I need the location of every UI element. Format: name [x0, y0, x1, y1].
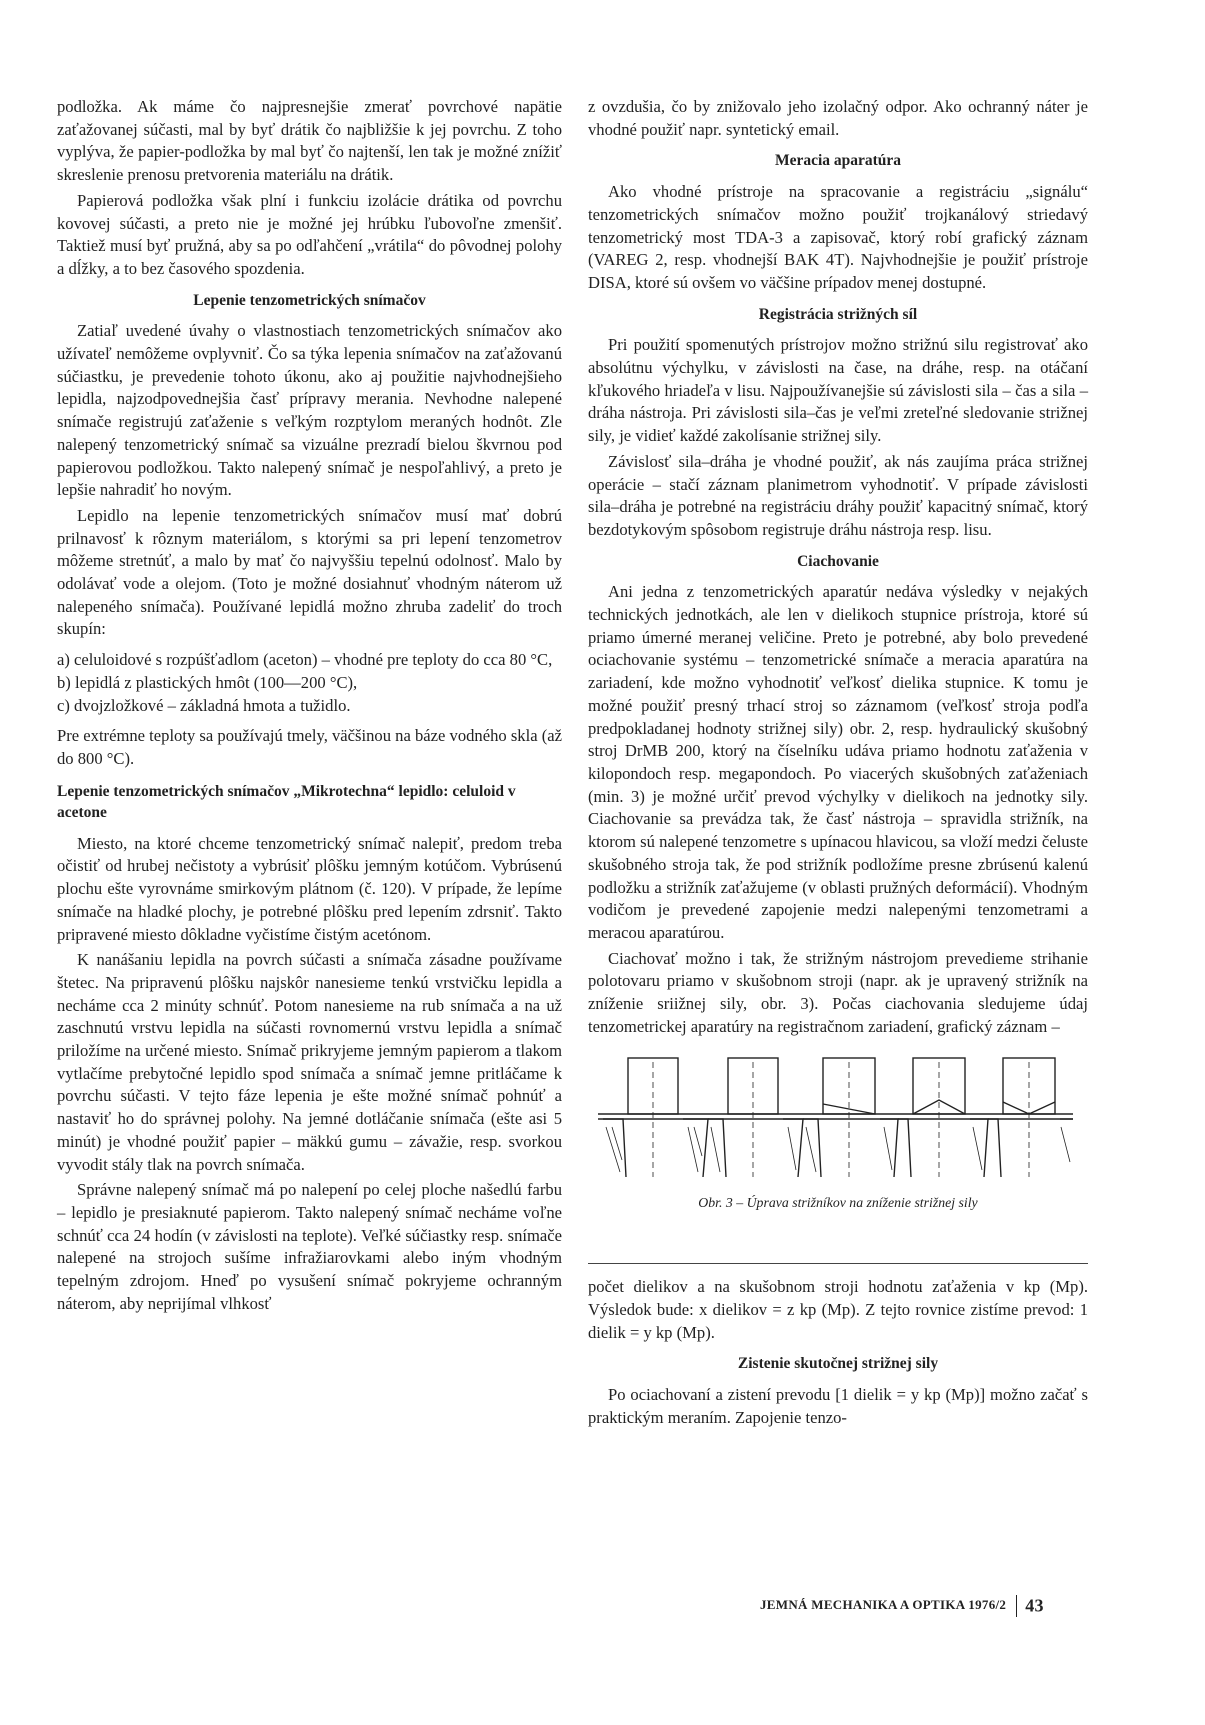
paragraph: Pre extrémne teploty sa používajú tmely, väčšinou na báze vodného skla (až do 800 °C). [57, 726, 562, 768]
paragraph: K nanášaniu lepidla na povrch súčasti a snímača zásadne používame štetec. Na pripravenú plôšku najskôr nanesieme tenkú vrstvičku lepidla a necháme cca 2 minúty schnúť. Potom nanesieme na rub snímača a na už zaschnutú vrstvu lepidla na súčasti rovnomernú vrstvu lepidla a snímač priložíme na určené miesto. Snímač prikryjeme jemným papierom a tlakom vytlačíme prebytočné lepidlo spod snímača a snímač jemne pritláčame k povrchu súčasti. V tejto fáze lepenia je ešte možné snímač pohnúť a nastaviť ho do správnej polohy. Na jemné dotláčanie snímača (ešte asi 5 minút) je vhodné použiť papier – mäkkú gumu – závažie, resp. svorkou vyvodit stály tlak na povrch snímača. [57, 950, 562, 1174]
paragraph: Správne nalepený snímač má po nalepení po celej ploche našedlú farbu – lepidlo je presiaknuté papierom. Takto nalepený snímač necháme voľne schnúť cca 24 hodín (v závislosti na teplote). Veľké súčiastky resp. snímače nalepené na strojoch sušíme infražiarovkami alebo iným vhodným tepelným zdrojom. Hneď po vysušení snímač pokryjeme ochranným náterom, aby neprijímal vlhkosť [57, 1180, 562, 1313]
list-item: a) celuloidové s rozpúšťadlom (aceton) – vhodné pre teploty do cca 80 °C, [57, 650, 553, 670]
paragraph: podložka. Ak máme čo najpresnejšie zmerať povrchové napätie zaťažovanej súčasti, mal by byť drátik čo najbližšie k jej povrchu. Z toho vyplýva, že papier-podložka by mal byť čo najtenší, len tak je možné znížiť skreslenie prenosu pretvorenia materiálu na drátik. [57, 97, 562, 185]
section-heading: Meracia aparatúra [774, 152, 902, 170]
punch-drawing [598, 1052, 1073, 1182]
paragraph: Pri použití spomenutých prístrojov možno strižnú silu registrovať ako absolútnu výchylku, v závislosti na čase, na dráhe, resp. na otáčaní kľukového hriadeľa v lisu. Najpoužívanejšie sú závislosti sila – čas a sila – dráha nástroja. Pri závislosti sila–čas je veľmi zreteľné sledovanie strižnej sily, je vidieť každé zakolísanie strižnej sily. [588, 335, 1088, 446]
paragraph: Ciachovať možno i tak, že strižným nástrojom prevedieme strihanie polotovaru priamo v skušobnom stroji (napr. ak je upravený strižník na zníženie sriižnej sily, obr. 3). Počas ciachovania sledujeme údaj tenzometrickej aparatúry na registračnom zariadení, grafický záznam – [588, 948, 1088, 1036]
list-item: b) lepidlá z plastických hmôt (100—200 °C), [57, 672, 358, 692]
footer-separator [1016, 1595, 1017, 1617]
section-heading: Lepenie tenzometrických snímačov [193, 291, 426, 309]
figure-punch-modifications [588, 1052, 1088, 1182]
paragraph: počet dielikov a na skušobnom stroji hodnotu zaťaženia v kp (Mp). Výsledok bude: x dielikov = z kp (Mp). Z tejto rovnice zistíme prevod: 1 dielik = y kp (Mp). [588, 1277, 1088, 1342]
paragraph: Papierová podložka však plní i funkciu izolácie drátika od povrchu kovovej súčasti, a preto nie je možné jej hrúbku ľubovoľne zmenšiť. Taktiež musí byť pružná, aby sa po odľahčení „vrátila“ do pôvodnej polohy a dĺžky, a to bez časového spozdenia. [57, 190, 562, 278]
section-heading: Zistenie skutočnej strižnej sily [737, 1355, 939, 1373]
page-number: 43 [1025, 1595, 1044, 1616]
right-column [588, 96, 1088, 1432]
page-footer [760, 1595, 1120, 1617]
paragraph: Miesto, na ktoré chceme tenzometrický snímač nalepiť, predom treba očistiť od hrubej nečistoty a vybrúsiť plôšku jemným kotúčom. Vybrúsenú plochu ešte vyrovnáme smirkovým plátnom (č. 120). V prípade, že lepíme snímače na hladké plochy, je potrebné plôšku pred lepením zdrsniť. Takto pripravené miesto dôkladne vyčistíme čistým acetónom. [57, 833, 562, 944]
paragraph: Zatiaľ uvedené úvahy o vlastnostiach tenzometrických snímačov ako užívateľ nemôžeme ovplyvniť. Čo sa týka lepenia snímačov na zaťažovanú súčiastku, je prevedenie tohoto úkonu, ako aj použitie najvhodnejšieho lepidla, najzodpovednejšia časť prípravy merania. Nevhodne nalepené snímače registrujú zaťaženie s veľkým rozptylom meraných hodnôt. Zle nalepený tenzometrický snímač sa vizuálne prezradí bielou škvrnou pod papierovou podložkou. Takto nalepený snímač je nespoľahlivý, a preto je lepšie nahradiť ho novým. [57, 321, 562, 500]
figure-caption: Obr. 3 – Úprava strižníkov na zníženie strižnej sily [698, 1195, 978, 1211]
left-column [57, 96, 562, 1318]
divider [588, 1263, 1088, 1264]
list-item: c) dvojzložkové – základná hmota a tužidlo. [57, 695, 351, 715]
paragraph: Lepidlo na lepenie tenzometrických snímačov musí mať dobrú prilnavosť k rôznym materiálom, s ktorými sa pri lepení tenzometrov môžeme stretnúť, a malo by mať čo najvyššiu tepelnú odolnosť. Malo by odolávať vode a olejom. (Toto je možné dosiahnuť vhodným náterom už nalepeného snímača). Používané lepidlá možno zhruba zadeliť do troch skupín: [57, 505, 562, 639]
section-heading: Ciachovanie [797, 552, 879, 570]
section-heading: Lepenie tenzometrických snímačov „Mikrotechna“ lepidlo: celuloid v acetone [57, 782, 516, 821]
paragraph: z ovzdušia, čo by znižovalo jeho izolačný odpor. Ako ochranný náter je vhodné použiť napr. syntetický email. [588, 97, 1088, 139]
paragraph: Ani jedna z tenzometrických aparatúr nedáva výsledky v nejakých technických jednotkách, ale len v dielikoch stupnice prístroja, ktoré sú priamo úmerné meranej veličine. Preto je potrebné, aby bolo prevedené ociachovanie systému – tenzometrické snímače a meracia aparatúra na zariadení, kde možno vyhodnotiť veľkosť dielika stupnice. K tomu je možné použiť presný trhací stroj so záznamom (veľkosť stroja podľa predpokladanej hodnoty strižnej sily) obr. 2, resp. hydraulický skušobný stroj DrMB 200, ktorý na číselníku udáva priamo hodnotu zaťaženia v kilopondoch resp. megapondoch. Po viacerých skušobných zaťaženiach (min. 3) je možné určiť prevod výchylky v dielikoch na jednotky sily. Ciachovanie sa prevádza tak, že časť nástroja – spravidla strižník, na ktorom sú nalepené tenzometre s upínacou hlavicou, sa vloží medzi čeluste skušobného stroja tak, že pod strižník podložíme presne zbrúsenú kalenú podložku a strižník zaťažujeme (v oblasti pružných deformácií). Vhodným vodičom je prevedené zapojenie medzi nalepenými tenzometrami a meracou aparatúrou. [588, 582, 1088, 942]
paragraph: Ako vhodné prístroje na spracovanie a registráciu „signálu“ tenzometrických snímačov možno použiť trojkanálový striedavý tenzometrický most TDA-3 a zapisovač, ktorý robí grafický záznam (VAREG 2, resp. vhodnejší BAK 4T). Najvhodnejšie je použiť prístroje DISA, ktoré sú ovšem vo väčšine prípadov menej dostupné. [588, 182, 1088, 292]
paragraph: Po ociachovaní a zistení prevodu [1 dielik = y kp (Mp)] možno začať s praktickým meraním. Zapojenie tenzo- [588, 1384, 1088, 1427]
paragraph: Závislosť sila–dráha je vhodné použiť, ak nás zaujíma práca strižnej operácie – stačí záznam planimetrom vyhodnotiť. V prípade závislosti sila–dráha je potrebné na registráciu dráhy použiť kapacitný snímač, ktorý bezdotykovým spôsobom registruje dráhu nástroja resp. lisu. [588, 451, 1088, 539]
section-heading: Registrácia strižných síl [758, 305, 918, 323]
adhesive-list [57, 649, 562, 717]
journal-title: JEMNÁ MECHANIKA A OPTIKA 1976/2 [760, 1596, 1007, 1612]
